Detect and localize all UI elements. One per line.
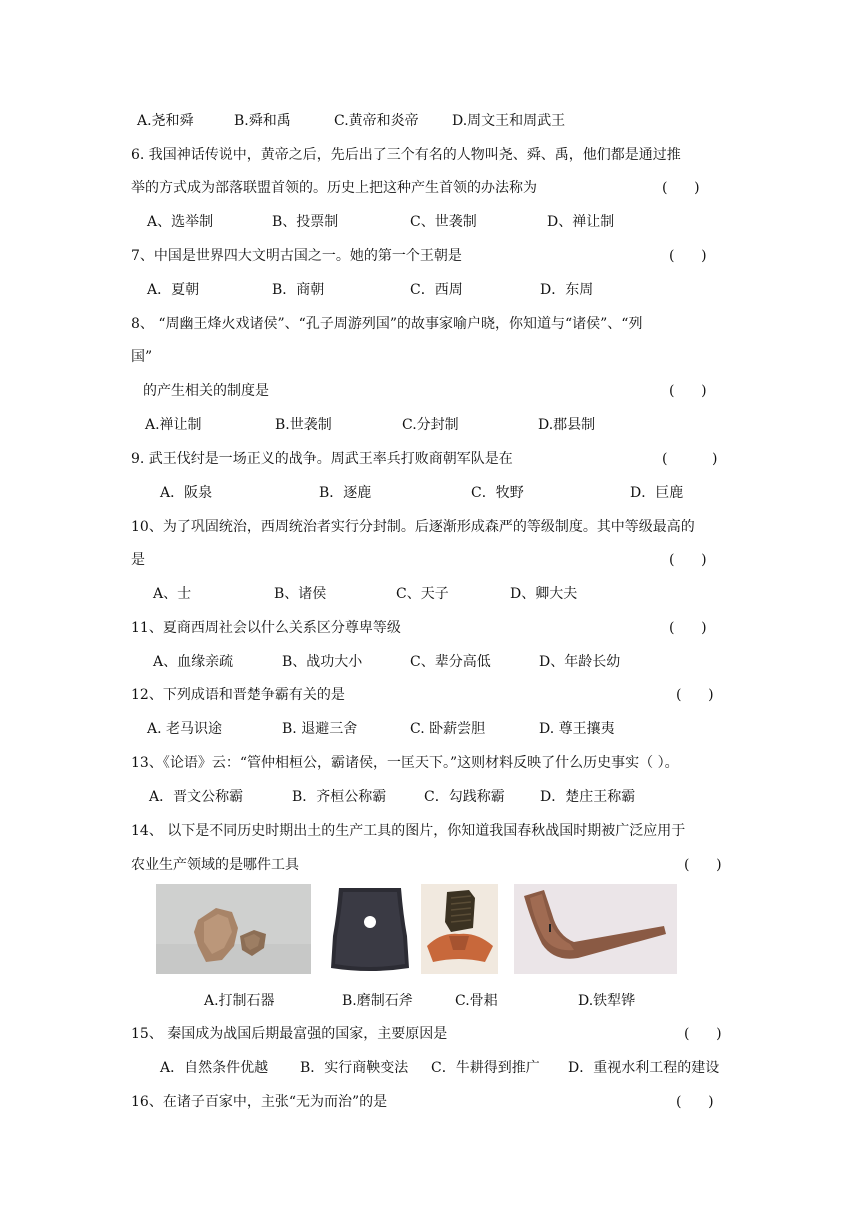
q8-answer-paren: ( ) xyxy=(669,383,707,399)
q14-option-c: C.骨耜 xyxy=(455,993,498,1009)
q10-option-a: A、士 xyxy=(153,586,192,602)
q7-option-b: B．商朝 xyxy=(272,282,325,298)
q9-option-a: A．阪泉 xyxy=(160,485,213,501)
q6-option-a: A、选举制 xyxy=(147,214,214,230)
q9-answer-paren: ( ) xyxy=(662,451,718,467)
q8-stem-line3: 的产生相关的制度是 xyxy=(143,383,269,399)
q7-option-c: C．西周 xyxy=(410,282,463,298)
q14-option-a: A.打制石器 xyxy=(204,993,275,1009)
q15-option-a: A．自然条件优越 xyxy=(160,1060,269,1076)
q6-option-b: B、投票制 xyxy=(272,214,339,230)
q8-stem-line2: 国” xyxy=(131,349,153,365)
q9-option-b: B．逐鹿 xyxy=(319,485,372,501)
q14-answer-paren: ( ) xyxy=(684,857,722,873)
q11-option-a: A、血缘亲疏 xyxy=(153,654,234,670)
q15-option-c: C．牛耕得到推广 xyxy=(431,1060,540,1076)
q5-option-d: D.周文王和周武王 xyxy=(452,113,566,129)
q8-option-d: D.郡县制 xyxy=(538,417,596,433)
q6-stem-line2: 举的方式成为部落联盟首领的。历史上把这种产生首领的办法称为 xyxy=(131,180,537,196)
q7-answer-paren: ( ) xyxy=(669,248,707,264)
q15-stem: 15、 秦国成为战国后期最富强的国家，主要原因是 xyxy=(131,1026,448,1042)
q8-option-b: B.世袭制 xyxy=(275,417,332,433)
q12-answer-paren: ( ) xyxy=(676,687,714,703)
q5-option-c: C.黄帝和炎帝 xyxy=(334,113,419,129)
q10-option-c: C、天子 xyxy=(396,586,449,602)
q15-answer-paren: ( ) xyxy=(684,1026,722,1042)
q12-option-d: D. 尊王攘夷 xyxy=(539,721,615,737)
q14-option-d: D.铁犁铧 xyxy=(578,993,636,1009)
q7-stem: 7、中国是世界四大文明古国之一。她的第一个王朝是 xyxy=(131,248,462,264)
q10-answer-paren: ( ) xyxy=(669,552,707,568)
q6-answer-paren: ( ) xyxy=(662,180,700,196)
q14-stem-line1: 14、 以下是不同历史时期出土的生产工具的图片，你知道我国春秋战国时期被广泛应用于 xyxy=(131,823,686,839)
q16-answer-paren: ( ) xyxy=(676,1094,714,1110)
q9-stem: 9. 武王伐纣是一场正义的战争。周武王率兵打败商朝军队是在 xyxy=(131,451,513,467)
q13-option-b: B．齐桓公称霸 xyxy=(292,789,387,805)
bone-spade-image xyxy=(421,884,498,974)
q7-option-d: D．东周 xyxy=(540,282,594,298)
q10-stem-line1: 10、为了巩固统治，西周统治者实行分封制。后逐渐形成森严的等级制度。其中等级最高的 xyxy=(131,519,695,535)
q5-option-a: A.尧和舜 xyxy=(137,113,194,129)
q11-answer-paren: ( ) xyxy=(669,620,707,636)
q9-option-c: C．牧野 xyxy=(471,485,524,501)
q13-stem: 13、《论语》云：“管仲相桓公，霸诸侯，一匡天下。”这则材料反映了什么历史事实（ ）。 xyxy=(131,755,679,771)
q11-option-c: C、辈分高低 xyxy=(410,654,491,670)
iron-plough-image xyxy=(514,884,677,974)
q14-stem-line2: 农业生产领域的是哪件工具 xyxy=(131,857,299,873)
q15-option-d: D．重视水利工程的建设 xyxy=(568,1060,720,1076)
q12-option-a: A. 老马识途 xyxy=(147,721,223,737)
q5-option-b: B.舜和禹 xyxy=(234,113,291,129)
q6-stem-line1: 6. 我国神话传说中，黄帝之后，先后出了三个有名的人物叫尧、舜、禹，他们都是通过推 xyxy=(131,147,681,163)
q13-option-c: C．勾践称霸 xyxy=(424,789,505,805)
q10-option-b: B、诸侯 xyxy=(274,586,327,602)
q7-option-a: A．夏朝 xyxy=(147,282,200,298)
polished-stone-axe-image xyxy=(329,884,411,974)
q10-stem-line2: 是 xyxy=(131,552,145,568)
q11-option-d: D、年龄长幼 xyxy=(539,654,621,670)
q6-option-c: C、世袭制 xyxy=(410,214,477,230)
q12-option-b: B. 退避三舍 xyxy=(282,721,358,737)
q8-stem-line1: 8、 “周幽王烽火戏诸侯”、“孔子周游列国”的故事家喻户晓，你知道与“诸侯”、“列 xyxy=(131,316,643,332)
chipped-stone-tool-image xyxy=(156,884,311,974)
q9-option-d: D．巨鹿 xyxy=(630,485,684,501)
q14-option-b: B.磨制石斧 xyxy=(342,993,413,1009)
q12-stem: 12、下列成语和晋楚争霸有关的是 xyxy=(131,687,345,703)
q8-option-c: C.分封制 xyxy=(402,417,459,433)
q10-option-d: D、卿大夫 xyxy=(510,586,578,602)
q12-option-c: C. 卧薪尝胆 xyxy=(410,721,486,737)
q15-option-b: B．实行商鞅变法 xyxy=(300,1060,409,1076)
q16-stem: 16、在诸子百家中，主张“无为而治”的是 xyxy=(131,1094,388,1110)
q13-option-a: A．晋文公称霸 xyxy=(149,789,244,805)
q8-option-a: A.禅让制 xyxy=(145,417,202,433)
q13-option-d: D．楚庄王称霸 xyxy=(540,789,636,805)
q11-option-b: B、战功大小 xyxy=(282,654,363,670)
q6-option-d: D、禅让制 xyxy=(547,214,615,230)
q11-stem: 11、夏商西周社会以什么关系区分尊卑等级 xyxy=(131,620,401,636)
